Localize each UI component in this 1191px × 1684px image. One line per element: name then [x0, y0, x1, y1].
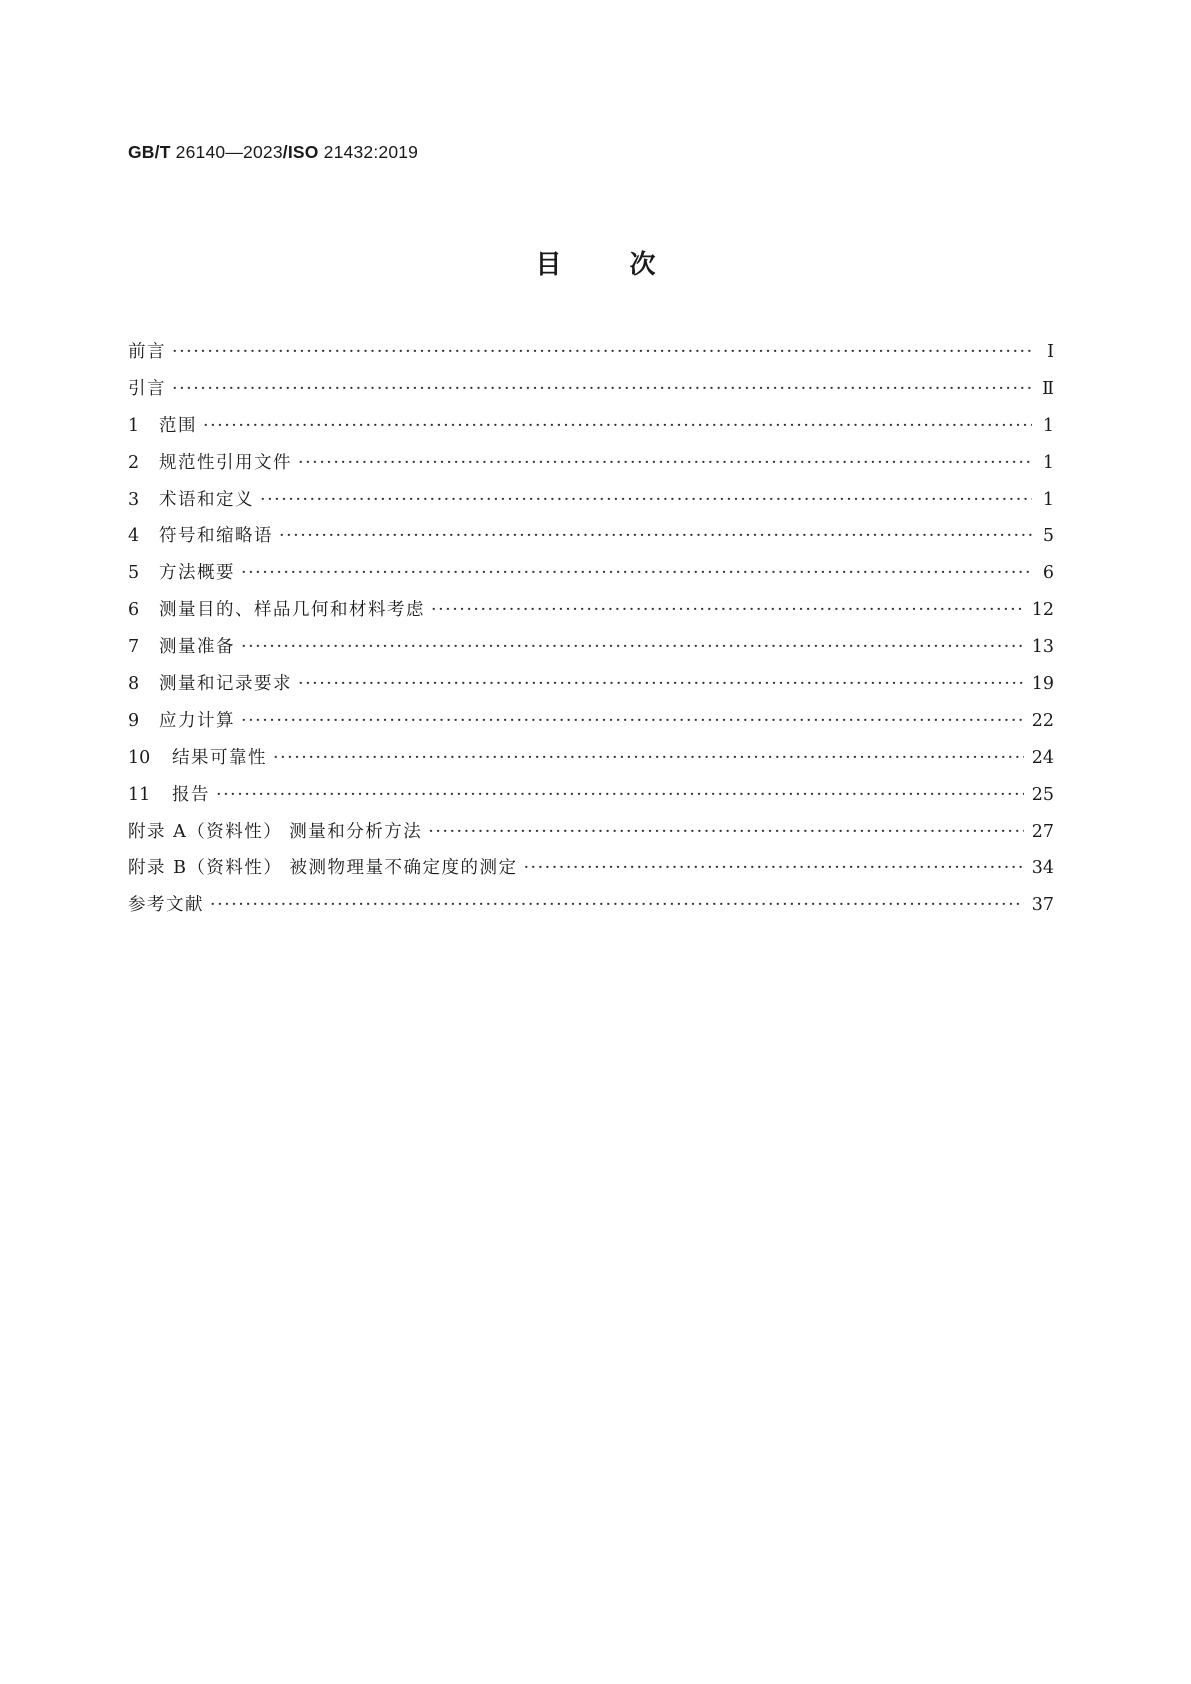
- toc-dot-leader: [273, 748, 1024, 768]
- toc-entry-label: [128, 891, 204, 916]
- toc-entry-text: 测量目的、样品几何和材料考虑: [159, 600, 425, 621]
- toc-dot-leader: [203, 416, 1032, 436]
- toc-entry-label: [128, 633, 235, 658]
- toc-entry-label: [128, 559, 235, 584]
- toc-entry-text: 测量准备: [159, 637, 235, 658]
- toc-entry[interactable]: [128, 744, 1054, 781]
- standard-prefix: GB/T: [128, 142, 171, 162]
- toc-entry-number: 5: [128, 563, 140, 584]
- toc-dot-leader: [241, 563, 1032, 583]
- toc-entry-page-number: 24: [1031, 747, 1054, 768]
- toc-dot-leader: [210, 895, 1024, 915]
- toc-entry[interactable]: [128, 449, 1054, 486]
- toc-dot-leader: [172, 379, 1032, 399]
- toc-entry-label: [128, 854, 517, 879]
- standard-number: 26140—2023: [175, 142, 283, 162]
- toc-entry-label: [128, 781, 210, 806]
- toc-entry-number: 10: [128, 747, 151, 768]
- toc-entry-number: 7: [128, 637, 140, 658]
- toc-entry-text: 引言: [128, 378, 166, 399]
- toc-entry[interactable]: [128, 854, 1054, 891]
- toc-entry[interactable]: [128, 670, 1054, 707]
- toc-entry-page-number: 1: [1042, 415, 1054, 436]
- toc-entry[interactable]: [128, 522, 1054, 559]
- toc-entry[interactable]: [128, 375, 1054, 412]
- table-of-contents: [128, 338, 1054, 928]
- toc-entry-number: 1: [128, 415, 140, 436]
- toc-title: [0, 244, 1191, 281]
- toc-entry-number: 8: [128, 674, 140, 695]
- toc-entry-number: 9: [128, 710, 140, 731]
- toc-entry[interactable]: [128, 781, 1054, 818]
- toc-entry-text: 前言: [128, 342, 166, 362]
- toc-dot-leader: [298, 674, 1024, 694]
- toc-entry-text: 范围: [159, 415, 197, 436]
- standard-separator: /: [282, 142, 288, 162]
- toc-entry-text: 应力计算: [159, 710, 235, 731]
- toc-entry[interactable]: [128, 559, 1054, 596]
- toc-dot-leader: [216, 785, 1024, 805]
- toc-entry-page-number: 5: [1042, 526, 1054, 547]
- toc-entry[interactable]: [128, 338, 1054, 375]
- toc-entry-text: 附录 B（资料性） 被测物理量不确定度的测定: [128, 858, 518, 879]
- toc-entry-label: [128, 486, 254, 511]
- toc-entry-text: 规范性引用文件: [159, 452, 292, 473]
- toc-entry-label: [128, 375, 166, 400]
- toc-title-char-2: 次: [629, 250, 656, 280]
- toc-entry-label: [128, 522, 273, 547]
- standard-number-header: [128, 142, 418, 163]
- toc-entry-label: [128, 707, 235, 732]
- toc-entry-label: [128, 670, 292, 695]
- toc-entry-text: 附录 A（资料性） 测量和分析方法: [128, 821, 423, 842]
- toc-entry[interactable]: [128, 596, 1054, 633]
- toc-entry-text: 测量和记录要求: [159, 674, 292, 695]
- toc-entry-text: 术语和定义: [159, 489, 254, 510]
- iso-prefix: ISO: [287, 142, 319, 162]
- toc-entry-text: 方法概要: [159, 563, 235, 584]
- toc-dot-leader: [431, 600, 1024, 620]
- toc-entry-page-number: 1: [1042, 452, 1054, 473]
- toc-entry-number: 11: [128, 784, 151, 805]
- toc-entry-page-number: 19: [1031, 674, 1054, 695]
- toc-entry-page-number: Ⅱ: [1042, 378, 1054, 399]
- toc-entry[interactable]: [128, 891, 1054, 928]
- toc-entry-page-number: 37: [1031, 895, 1054, 916]
- toc-entry[interactable]: [128, 486, 1054, 523]
- toc-dot-leader: [428, 822, 1023, 842]
- toc-dot-leader: [260, 490, 1032, 510]
- toc-entry-page-number: 13: [1031, 637, 1054, 658]
- toc-entry[interactable]: [128, 818, 1054, 855]
- toc-entry-number: 6: [128, 600, 140, 621]
- toc-entry-label: [128, 818, 422, 843]
- toc-dot-leader: [241, 711, 1024, 731]
- toc-entry-number: 2: [128, 452, 140, 473]
- iso-number: 21432:2019: [323, 142, 419, 162]
- toc-dot-leader: [172, 342, 1032, 362]
- toc-entry-page-number: 34: [1031, 858, 1054, 879]
- toc-entry[interactable]: [128, 412, 1054, 449]
- toc-entry-label: [128, 744, 267, 769]
- toc-entry-number: 3: [128, 489, 140, 510]
- toc-dot-leader: [279, 526, 1032, 546]
- toc-entry-text: 符号和缩略语: [159, 526, 273, 547]
- toc-entry-label: [128, 338, 166, 363]
- toc-entry-text: 结果可靠性: [172, 747, 267, 768]
- toc-entry-page-number: 12: [1031, 600, 1054, 621]
- toc-entry[interactable]: [128, 707, 1054, 744]
- toc-entry[interactable]: [128, 633, 1054, 670]
- toc-dot-leader: [241, 637, 1024, 657]
- toc-entry-text: 报告: [172, 784, 210, 805]
- toc-entry-label: [128, 449, 292, 474]
- toc-dot-leader: [523, 858, 1023, 878]
- toc-dot-leader: [298, 453, 1032, 473]
- toc-title-char-1: 目: [535, 250, 562, 280]
- toc-entry-page-number: 22: [1031, 710, 1054, 731]
- toc-entry-number: 4: [128, 526, 140, 547]
- toc-entry-page-number: 27: [1031, 821, 1054, 842]
- toc-entry-page-number: 6: [1042, 563, 1054, 584]
- toc-entry-label: [128, 596, 425, 621]
- toc-entry-label: [128, 412, 197, 437]
- toc-entry-page-number: 25: [1031, 784, 1054, 805]
- toc-entry-text: 参考文献: [128, 895, 204, 916]
- toc-entry-page-number: 1: [1042, 489, 1054, 510]
- toc-entry-page-number: Ⅰ: [1047, 342, 1054, 362]
